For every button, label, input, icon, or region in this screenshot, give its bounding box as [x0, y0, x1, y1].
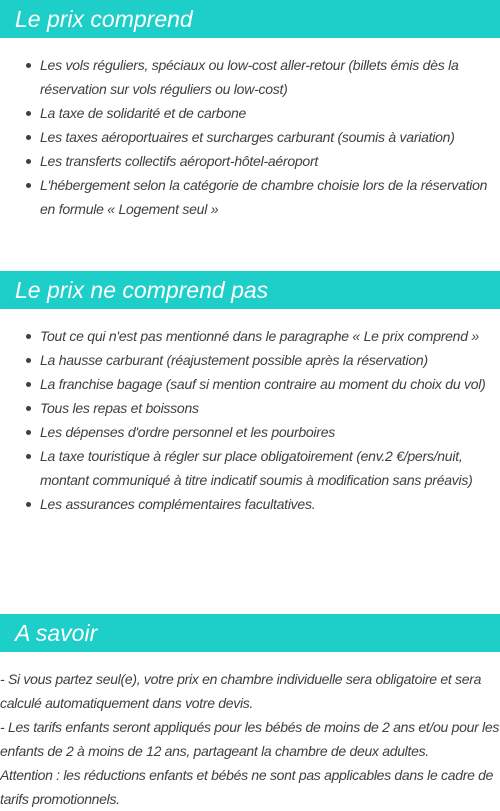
included-list	[0, 53, 500, 221]
list-item: Les vols réguliers, spéciaux ou low-cost aller-retour (billets émis dès la réservation sur vols réguliers ou low-cost)	[0, 53, 500, 101]
bullet-icon	[26, 159, 31, 164]
list-item: La taxe de solidarité et de carbone	[0, 101, 500, 125]
bullet-icon	[26, 111, 31, 116]
bullet-icon	[26, 454, 31, 459]
info-paragraph: - Les tarifs enfants seront appliqués pour les bébés de moins de 2 ans et/ou pour les enfants de 2 à moins de 12 ans, partageant la chambre de deux adultes.	[0, 719, 500, 759]
list-item: L'hébergement selon la catégorie de chambre choisie lors de la réservation en formule « Logement seul »	[0, 173, 500, 221]
list-item: La hausse carburant (réajustement possible après la réservation)	[0, 348, 500, 372]
list-item: Les assurances complémentaires facultatives.	[0, 492, 500, 516]
list-item: Les dépenses d'ordre personnel et les pourboires	[0, 420, 500, 444]
list-item: La franchise bagage (sauf si mention contraire au moment du choix du vol)	[0, 372, 500, 396]
section-title-included: Le prix comprend	[0, 0, 500, 38]
bullet-icon	[26, 382, 31, 387]
bullet-icon	[26, 183, 31, 188]
bullet-icon	[26, 430, 31, 435]
list-item: Tous les repas et boissons	[0, 396, 500, 420]
section-title-info: A savoir	[0, 614, 500, 652]
bullet-icon	[26, 334, 31, 339]
info-paragraph: - Si vous partez seul(e), votre prix en chambre individuelle sera obligatoire et sera calculé automatiquement dans votre devis.	[0, 671, 482, 711]
section-title-excluded: Le prix ne comprend pas	[0, 271, 500, 309]
bullet-icon	[26, 406, 31, 411]
list-item: Les transferts collectifs aéroport-hôtel-aéroport	[0, 149, 500, 173]
bullet-icon	[26, 63, 31, 68]
info-paragraph: Attention : les réductions enfants et bébés ne sont pas applicables dans le cadre de tarifs promotionnels.	[0, 767, 494, 807]
bullet-icon	[26, 135, 31, 140]
excluded-list	[0, 324, 500, 516]
list-item: Les taxes aéroportuaires et surcharges carburant (soumis à variation)	[0, 125, 500, 149]
list-item: Tout ce qui n'est pas mentionné dans le paragraphe « Le prix comprend »	[0, 324, 500, 348]
bullet-icon	[26, 358, 31, 363]
info-text	[0, 667, 500, 811]
list-item: La taxe touristique à régler sur place obligatoirement (env.2 €/pers/nuit, montant communiqué à titre indicatif soumis à modification sans préavis)	[0, 444, 500, 492]
bullet-icon	[26, 502, 31, 507]
